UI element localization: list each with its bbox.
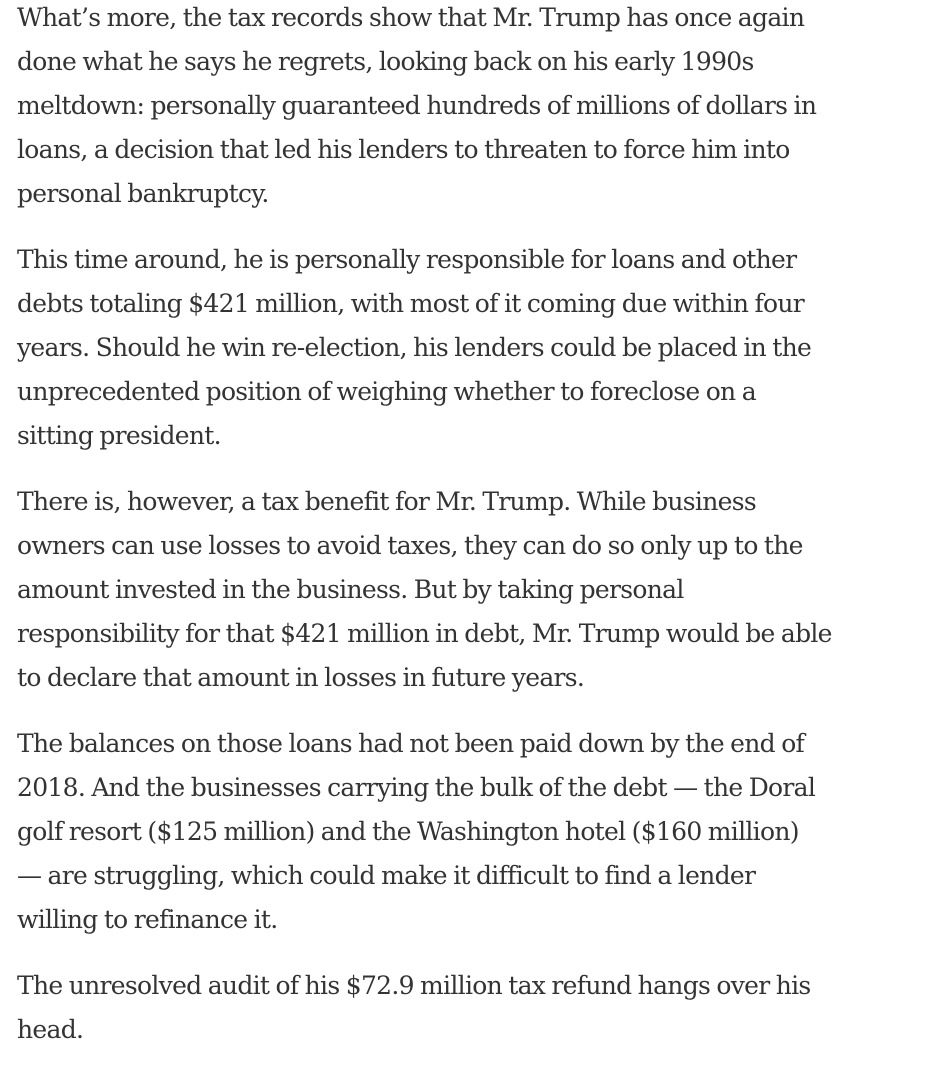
text-line: This time around, he is personally responsible for loans and other xyxy=(17,245,797,274)
text-line: head. xyxy=(17,1015,84,1044)
article-paragraph-2 xyxy=(17,238,929,458)
text-line: personal bankruptcy. xyxy=(17,179,269,208)
text-line: meltdown: personally guaranteed hundreds of millions of dollars in xyxy=(17,91,817,120)
article-paragraph-3 xyxy=(17,480,929,700)
text-line: responsibility for that $421 million in debt, Mr. Trump would be able xyxy=(17,619,832,648)
article-paragraph-4 xyxy=(17,722,929,942)
text-line: to declare that amount in losses in future years. xyxy=(17,663,585,692)
text-line: willing to refinance it. xyxy=(17,905,278,934)
text-line: years. Should he win re-election, his lenders could be placed in the xyxy=(17,333,812,362)
article-paragraph-5 xyxy=(17,964,929,1052)
text-line: unprecedented position of weighing whether to foreclose on a xyxy=(17,377,756,406)
text-line: golf resort ($125 million) and the Washington hotel ($160 million) xyxy=(17,817,799,846)
text-line: debts totaling $421 million, with most of it coming due within four xyxy=(17,289,805,318)
text-line: owners can use losses to avoid taxes, they can do so only up to the xyxy=(17,531,803,560)
text-line: What’s more, the tax records show that Mr. Trump has once again xyxy=(17,3,805,32)
text-line: amount invested in the business. But by taking personal xyxy=(17,575,684,604)
text-line: loans, a decision that led his lenders to threaten to force him into xyxy=(17,135,790,164)
text-line: done what he says he regrets, looking back on his early 1990s xyxy=(17,47,754,76)
text-line: sitting president. xyxy=(17,421,221,450)
text-line: The unresolved audit of his $72.9 million tax refund hangs over his xyxy=(17,971,811,1000)
text-line: 2018. And the businesses carrying the bulk of the debt — the Doral xyxy=(17,773,816,802)
text-line: — are struggling, which could make it difficult to find a lender xyxy=(17,861,756,890)
article-paragraph-1 xyxy=(17,0,929,216)
text-line: There is, however, a tax benefit for Mr. Trump. While business xyxy=(17,487,756,516)
article-body xyxy=(17,0,929,1074)
text-line: The balances on those loans had not been paid down by the end of xyxy=(17,729,805,758)
